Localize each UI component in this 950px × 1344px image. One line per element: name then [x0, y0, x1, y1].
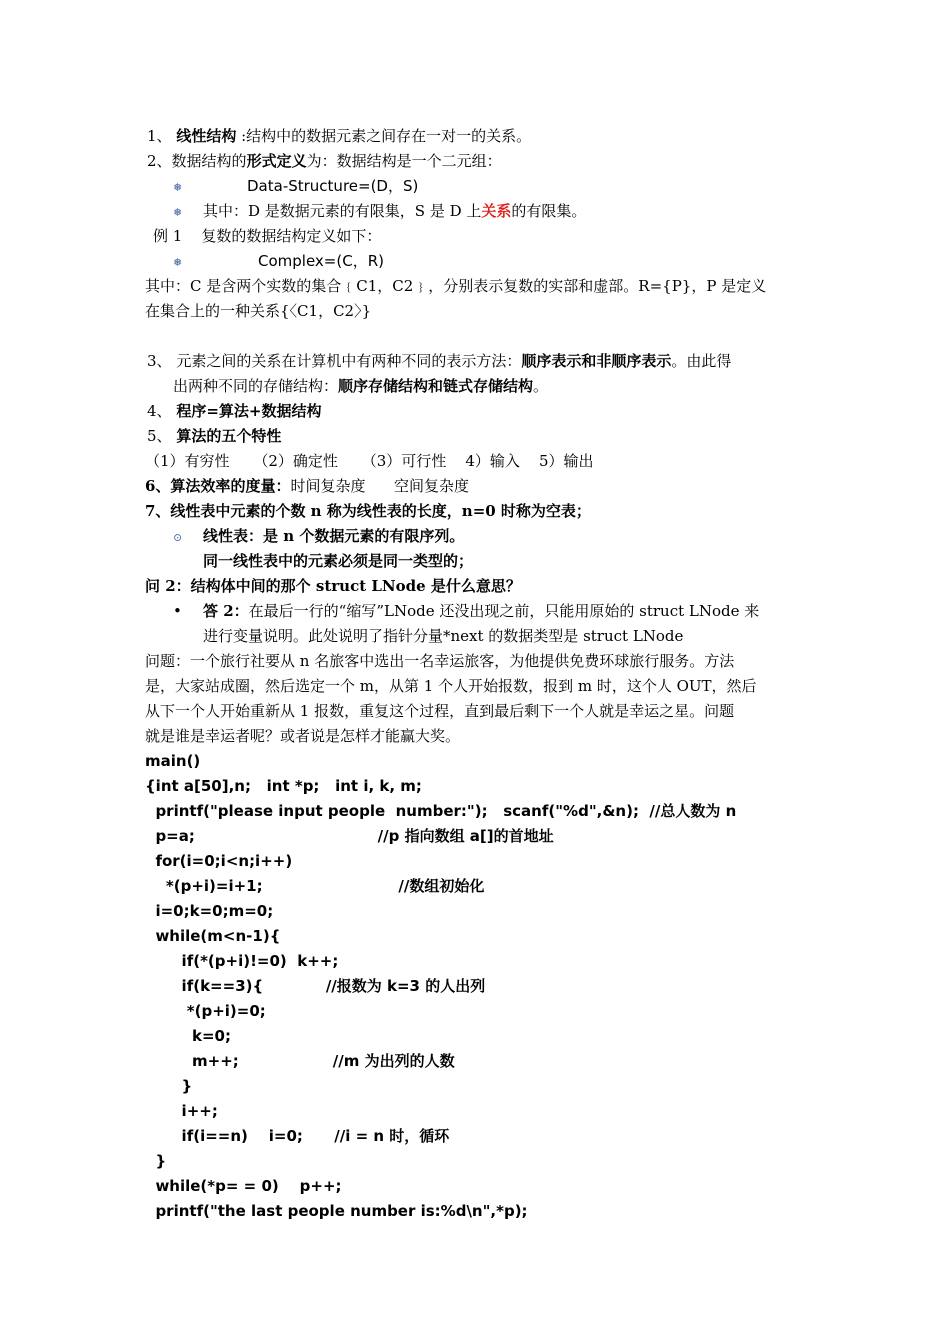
bold-text: 线性表：是 n 个数据元素的有限序列。	[203, 527, 465, 545]
item-5-list: （1）有穷性 （2）确定性 （3）可行性 4）输入 5）输出	[145, 452, 594, 470]
code-line: while(m<n-1){	[145, 927, 281, 945]
bold-text: 顺序表示和非顺序表示	[521, 352, 672, 370]
code-line: }	[145, 1152, 167, 1170]
code-line: if(i==n) i=0; //i = n 时，循环	[145, 1127, 450, 1145]
code-line: *(p+i)=0;	[145, 1002, 266, 1020]
item-2	[147, 151, 502, 171]
item-7: 7、线性表中元素的个数 n 称为线性表的长度，n=0 时称为空表；	[145, 502, 591, 520]
item-1	[147, 126, 531, 146]
item-number: 4、	[147, 402, 172, 420]
code-line: k=0;	[145, 1027, 231, 1045]
highlight-relation: 关系	[481, 202, 512, 220]
problem-line-3: 从下一个人开始重新从 1 报数，重复这个过程，直到最后剩下一个人就是幸运之星。问题	[145, 702, 735, 720]
bold-text: 顺序存储结构和链式存储结构	[338, 377, 534, 395]
ds-where-text: 的有限集。	[511, 202, 587, 220]
complex-formula: Complex=(C，R)	[258, 252, 384, 270]
code-line: printf("the last people number is:%d\n",*p);	[145, 1202, 528, 1220]
complex-desc-line-2: 在集合上的一种关系{〈C1，C2〉}	[145, 302, 372, 320]
term-formal-definition: 形式定义	[246, 152, 307, 170]
problem-line-1: 问题：一个旅行社要从 n 名旅客中选出一名幸运旅客，为他提供免费环球旅行服务。方法	[145, 652, 735, 670]
code-line: {int a[50],n; int *p; int i, k, m;	[145, 777, 422, 795]
answer-text: 在最后一行的“缩写”LNode 还没出现之前，只能用原始的 struct LNode 来	[248, 602, 760, 620]
item-text: 为：数据结构是一个二元组：	[306, 152, 502, 170]
item-number: 2、	[147, 152, 172, 170]
item-text: 。由此得	[671, 352, 732, 370]
code-line: }	[145, 1077, 193, 1095]
item-3	[147, 351, 731, 371]
item-5	[147, 426, 281, 446]
item-number: 5、	[147, 427, 172, 445]
answer-2-line-1	[173, 601, 760, 621]
dot-bullet-icon: •	[173, 602, 182, 620]
question-2: 问 2：结构体中间的那个 struct LNode 是什么意思？	[145, 577, 521, 595]
item-text: 出两种不同的存储结构：	[173, 377, 339, 395]
item-text: 时间复杂度 空间复杂度	[290, 477, 470, 495]
code-line: m++; //m 为出列的人数	[145, 1052, 455, 1070]
circle-dot-bullet-icon: ⊙	[173, 531, 183, 544]
item-text: 元素之间的关系在计算机中有两种不同的表示方法：	[176, 352, 522, 370]
code-line: *(p+i)=i+1; //数组初始化	[145, 877, 485, 895]
ds-where-line	[173, 201, 587, 221]
code-line: while(*p= = 0) p++;	[145, 1177, 342, 1195]
item-text: 数据结构的	[171, 152, 247, 170]
answer-2-line-2: 进行变量说明。此处说明了指针分量*next 的数据类型是 struct LNode	[203, 627, 684, 645]
formula-line-ds	[173, 176, 419, 196]
linear-table-def	[173, 526, 465, 546]
code-line: if(*(p+i)!=0) k++;	[145, 952, 339, 970]
code-line: main()	[145, 752, 201, 770]
term-linear-structure: 线性结构	[176, 127, 237, 145]
snowflake-bullet-icon: ❅	[173, 181, 183, 194]
item-4	[147, 401, 321, 421]
linear-table-same-type: 同一线性表中的元素必须是同一类型的；	[203, 552, 474, 570]
snowflake-bullet-icon: ❅	[173, 206, 183, 219]
code-line: for(i=0;i<n;i++)	[145, 852, 293, 870]
snowflake-bullet-icon: ❅	[173, 256, 183, 269]
code-line: if(k==3){ //报数为 k=3 的人出列	[145, 977, 486, 995]
problem-line-4: 就是谁是幸运者呢？或者说是怎样才能赢大奖。	[145, 727, 461, 745]
item-text: 。	[533, 377, 549, 395]
bold-text: 程序=算法+数据结构	[176, 402, 322, 420]
code-line: i++;	[145, 1102, 218, 1120]
item-number: 3、	[147, 352, 172, 370]
problem-line-2: 是，大家站成圈，然后选定一个 m，从第 1 个人开始报数，报到 m 时，这个人 OUT，然后	[145, 677, 757, 695]
bold-text: 6、算法效率的度量：	[145, 477, 291, 495]
item-text: :结构中的数据元素之间存在一对一的关系。	[236, 127, 532, 145]
item-number: 1、	[147, 127, 172, 145]
answer-label: 答 2：	[203, 602, 249, 620]
ds-where-text: 其中：D 是数据元素的有限集，S 是 D 上	[203, 202, 482, 220]
code-line: i=0;k=0;m=0;	[145, 902, 274, 920]
formula-line-complex	[173, 251, 384, 271]
code-line: printf("please input people number:"); scanf("%d",&n); //总人数为 n	[145, 802, 737, 820]
ds-formula: Data-Structure=(D，S)	[247, 177, 419, 195]
bold-text: 算法的五个特性	[176, 427, 282, 445]
code-line: p=a; //p 指向数组 a[]的首地址	[145, 827, 554, 845]
item-3-line-2	[173, 376, 548, 396]
item-6	[145, 476, 469, 496]
complex-desc-line-1: 其中：C 是含两个实数的集合﹛C1，C2﹜，分别表示复数的实部和虚部。R={P}，P 是定义	[145, 277, 767, 295]
example-1: 例 1 复数的数据结构定义如下：	[153, 227, 382, 245]
